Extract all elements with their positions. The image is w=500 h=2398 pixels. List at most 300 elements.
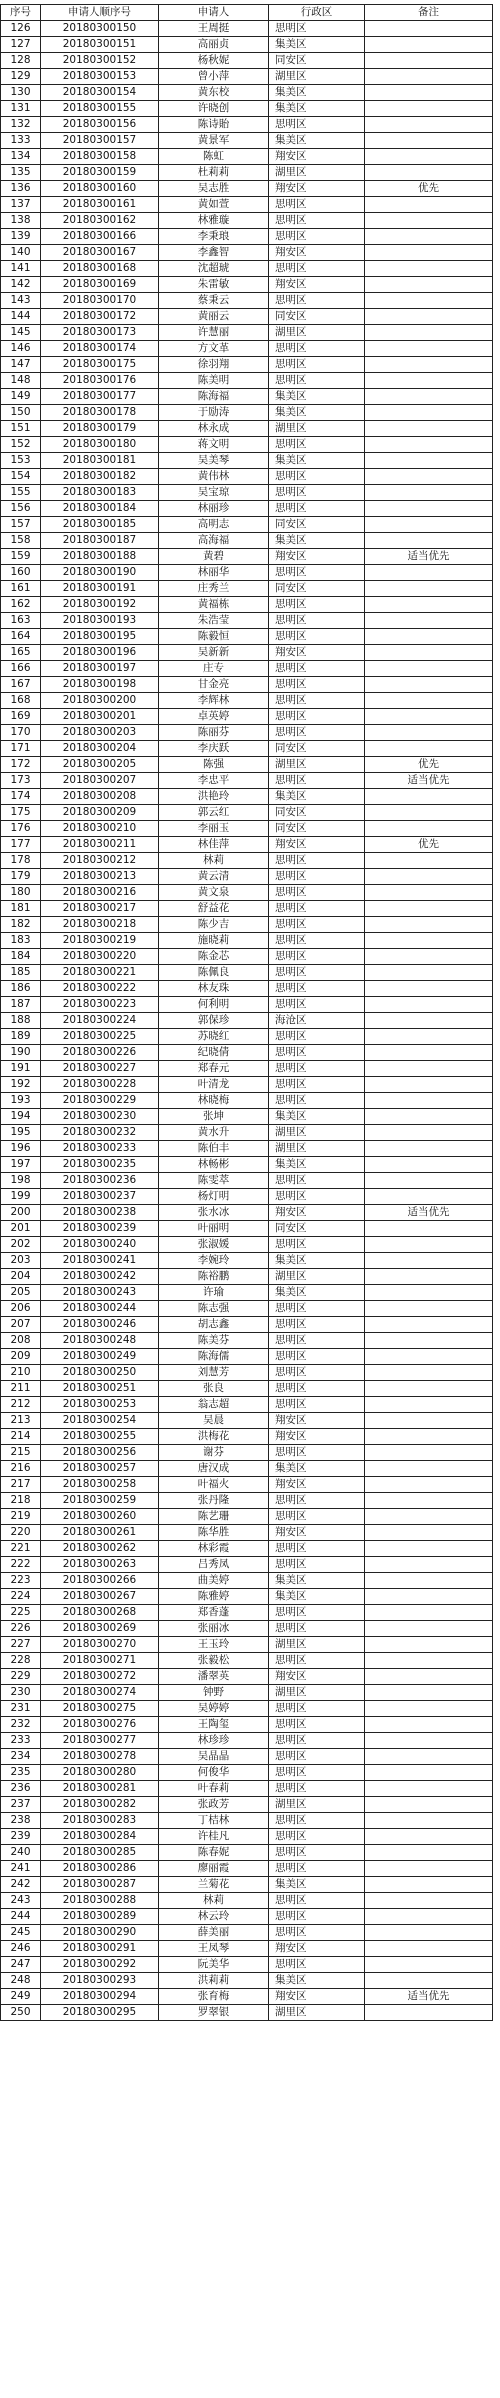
applicant-cell: 杜莉莉 — [159, 165, 269, 181]
seq-cell: 156 — [1, 501, 41, 517]
applicant-cell: 吴晨 — [159, 1413, 269, 1429]
applicant-cell: 刘慧芳 — [159, 1365, 269, 1381]
table-row — [1, 917, 493, 933]
applicant-cell: 郑香蓬 — [159, 1605, 269, 1621]
district-cell: 集美区 — [269, 133, 365, 149]
remark-cell — [365, 245, 493, 261]
district-cell: 思明区 — [269, 1349, 365, 1365]
seq-cell: 172 — [1, 757, 41, 773]
table-row — [1, 325, 493, 341]
remark-cell — [365, 101, 493, 117]
application-number-cell: 20180300274 — [41, 1685, 159, 1701]
district-cell: 思明区 — [269, 1733, 365, 1749]
seq-cell: 219 — [1, 1509, 41, 1525]
remark-cell — [365, 1477, 493, 1493]
remark-cell — [365, 2005, 493, 2021]
seq-cell: 201 — [1, 1221, 41, 1237]
applicant-cell: 林永成 — [159, 421, 269, 437]
remark-cell — [365, 1413, 493, 1429]
seq-cell: 140 — [1, 245, 41, 261]
table-row — [1, 517, 493, 533]
remark-cell — [365, 1781, 493, 1797]
application-number-cell: 20180300229 — [41, 1093, 159, 1109]
district-cell: 思明区 — [269, 1237, 365, 1253]
district-cell: 湖里区 — [269, 757, 365, 773]
seq-cell: 240 — [1, 1845, 41, 1861]
seq-cell: 210 — [1, 1365, 41, 1381]
table-row — [1, 1285, 493, 1301]
application-number-cell: 20180300239 — [41, 1221, 159, 1237]
remark-cell — [365, 1349, 493, 1365]
header-district: 行政区 — [269, 5, 365, 21]
district-cell: 集美区 — [269, 1589, 365, 1605]
applicant-cell: 陈毅恒 — [159, 629, 269, 645]
table-row — [1, 661, 493, 677]
seq-cell: 177 — [1, 837, 41, 853]
remark-cell — [365, 1813, 493, 1829]
district-cell: 同安区 — [269, 517, 365, 533]
remark-cell — [365, 1669, 493, 1685]
remark-cell — [365, 1141, 493, 1157]
seq-cell: 183 — [1, 933, 41, 949]
table-row — [1, 277, 493, 293]
applicant-cell: 吴美琴 — [159, 453, 269, 469]
district-cell: 思明区 — [269, 1845, 365, 1861]
seq-cell: 176 — [1, 821, 41, 837]
table-row — [1, 1109, 493, 1125]
applicant-cell: 沈超琥 — [159, 261, 269, 277]
district-cell: 思明区 — [269, 341, 365, 357]
district-cell: 思明区 — [269, 1493, 365, 1509]
table-row — [1, 53, 493, 69]
applicant-cell: 施晓莉 — [159, 933, 269, 949]
applicant-cell: 张水冰 — [159, 1205, 269, 1221]
application-number-cell: 20180300203 — [41, 725, 159, 741]
table-row — [1, 613, 493, 629]
application-number-cell: 20180300208 — [41, 789, 159, 805]
applicant-cell: 许慧丽 — [159, 325, 269, 341]
district-cell: 集美区 — [269, 1109, 365, 1125]
seq-cell: 165 — [1, 645, 41, 661]
application-number-cell: 20180300192 — [41, 597, 159, 613]
seq-cell: 245 — [1, 1925, 41, 1941]
table-row — [1, 1525, 493, 1541]
applicant-cell: 林畅彬 — [159, 1157, 269, 1173]
table-row — [1, 229, 493, 245]
applicant-cell: 黄云清 — [159, 869, 269, 885]
application-number-cell: 20180300286 — [41, 1861, 159, 1877]
table-row — [1, 1189, 493, 1205]
table-row — [1, 1989, 493, 2005]
seq-cell: 195 — [1, 1125, 41, 1141]
application-number-cell: 20180300158 — [41, 149, 159, 165]
applicant-cell: 陈佩良 — [159, 965, 269, 981]
district-cell: 思明区 — [269, 1829, 365, 1845]
seq-cell: 181 — [1, 901, 41, 917]
application-number-cell: 20180300184 — [41, 501, 159, 517]
table-row — [1, 805, 493, 821]
applicant-cell: 王凤琴 — [159, 1941, 269, 1957]
header-applicant: 申请人 — [159, 5, 269, 21]
table-row — [1, 1925, 493, 1941]
district-cell: 湖里区 — [269, 1685, 365, 1701]
application-number-cell: 20180300222 — [41, 981, 159, 997]
district-cell: 思明区 — [269, 565, 365, 581]
seq-cell: 215 — [1, 1445, 41, 1461]
remark-cell — [365, 1285, 493, 1301]
application-number-cell: 20180300267 — [41, 1589, 159, 1605]
remark-cell: 适当优先 — [365, 549, 493, 565]
application-number-cell: 20180300285 — [41, 1845, 159, 1861]
application-number-cell: 20180300241 — [41, 1253, 159, 1269]
applicant-cell: 林莉 — [159, 853, 269, 869]
table-row — [1, 1461, 493, 1477]
application-number-cell: 20180300294 — [41, 1989, 159, 2005]
applicant-cell: 许瑜 — [159, 1285, 269, 1301]
applicant-cell: 徐羽翔 — [159, 357, 269, 373]
table-row — [1, 1829, 493, 1845]
remark-cell — [365, 1333, 493, 1349]
table-row — [1, 1589, 493, 1605]
remark-cell — [365, 629, 493, 645]
table-row — [1, 1397, 493, 1413]
district-cell: 湖里区 — [269, 1125, 365, 1141]
applicant-cell: 吴晶晶 — [159, 1749, 269, 1765]
table-row — [1, 1173, 493, 1189]
table-row — [1, 1221, 493, 1237]
seq-cell: 206 — [1, 1301, 41, 1317]
table-row — [1, 1157, 493, 1173]
application-number-cell: 20180300225 — [41, 1029, 159, 1045]
remark-cell — [365, 53, 493, 69]
remark-cell — [365, 1765, 493, 1781]
district-cell: 集美区 — [269, 1877, 365, 1893]
seq-cell: 214 — [1, 1429, 41, 1445]
seq-cell: 213 — [1, 1413, 41, 1429]
seq-cell: 135 — [1, 165, 41, 181]
seq-cell: 211 — [1, 1381, 41, 1397]
applicant-cell: 洪莉莉 — [159, 1973, 269, 1989]
remark-cell — [365, 1861, 493, 1877]
remark-cell — [365, 1877, 493, 1893]
seq-cell: 230 — [1, 1685, 41, 1701]
district-cell: 翔安区 — [269, 245, 365, 261]
district-cell: 思明区 — [269, 1893, 365, 1909]
application-number-cell: 20180300175 — [41, 357, 159, 373]
remark-cell — [365, 1045, 493, 1061]
applicant-cell: 叶春莉 — [159, 1781, 269, 1797]
district-cell: 思明区 — [269, 357, 365, 373]
district-cell: 湖里区 — [269, 2005, 365, 2021]
applicant-cell: 张坤 — [159, 1109, 269, 1125]
remark-cell — [365, 1941, 493, 1957]
remark-cell — [365, 1509, 493, 1525]
table-row — [1, 757, 493, 773]
seq-cell: 234 — [1, 1749, 41, 1765]
application-number-cell: 20180300150 — [41, 21, 159, 37]
applicant-cell: 叶丽明 — [159, 1221, 269, 1237]
seq-cell: 143 — [1, 293, 41, 309]
seq-cell: 222 — [1, 1557, 41, 1573]
table-row — [1, 469, 493, 485]
application-number-cell: 20180300240 — [41, 1237, 159, 1253]
district-cell: 集美区 — [269, 789, 365, 805]
seq-cell: 138 — [1, 213, 41, 229]
seq-cell: 155 — [1, 485, 41, 501]
table-row — [1, 1685, 493, 1701]
district-cell: 思明区 — [269, 613, 365, 629]
applicant-cell: 陈金芯 — [159, 949, 269, 965]
district-cell: 思明区 — [269, 933, 365, 949]
application-number-cell: 20180300235 — [41, 1157, 159, 1173]
table-row — [1, 965, 493, 981]
seq-cell: 160 — [1, 565, 41, 581]
table-row — [1, 1509, 493, 1525]
remark-cell: 适当优先 — [365, 1205, 493, 1221]
seq-cell: 178 — [1, 853, 41, 869]
applicant-cell: 王陶玺 — [159, 1717, 269, 1733]
district-cell: 思明区 — [269, 901, 365, 917]
district-cell: 同安区 — [269, 581, 365, 597]
seq-cell: 223 — [1, 1573, 41, 1589]
remark-cell — [365, 1189, 493, 1205]
applicant-cell: 吴宝琼 — [159, 485, 269, 501]
remark-cell — [365, 1541, 493, 1557]
application-number-cell: 20180300254 — [41, 1413, 159, 1429]
district-cell: 思明区 — [269, 949, 365, 965]
application-number-cell: 20180300266 — [41, 1573, 159, 1589]
applicant-cell: 林佳萍 — [159, 837, 269, 853]
application-number-cell: 20180300166 — [41, 229, 159, 245]
district-cell: 思明区 — [269, 1397, 365, 1413]
table-row — [1, 1717, 493, 1733]
district-cell: 思明区 — [269, 981, 365, 997]
district-cell: 翔安区 — [269, 277, 365, 293]
application-number-cell: 20180300238 — [41, 1205, 159, 1221]
applicant-cell: 叶清龙 — [159, 1077, 269, 1093]
seq-cell: 244 — [1, 1909, 41, 1925]
district-cell: 集美区 — [269, 1973, 365, 1989]
application-number-cell: 20180300191 — [41, 581, 159, 597]
remark-cell — [365, 1605, 493, 1621]
seq-cell: 225 — [1, 1605, 41, 1621]
seq-cell: 199 — [1, 1189, 41, 1205]
table-row — [1, 997, 493, 1013]
district-cell: 思明区 — [269, 1173, 365, 1189]
remark-cell — [365, 69, 493, 85]
seq-cell: 247 — [1, 1957, 41, 1973]
table-row — [1, 677, 493, 693]
remark-cell — [365, 1061, 493, 1077]
district-cell: 集美区 — [269, 101, 365, 117]
seq-cell: 187 — [1, 997, 41, 1013]
application-number-cell: 20180300169 — [41, 277, 159, 293]
seq-cell: 239 — [1, 1829, 41, 1845]
remark-cell — [365, 1365, 493, 1381]
application-number-cell: 20180300293 — [41, 1973, 159, 1989]
remark-cell — [365, 485, 493, 501]
seq-cell: 237 — [1, 1797, 41, 1813]
seq-cell: 131 — [1, 101, 41, 117]
remark-cell — [365, 901, 493, 917]
table-row — [1, 1765, 493, 1781]
seq-cell: 167 — [1, 677, 41, 693]
application-number-cell: 20180300177 — [41, 389, 159, 405]
seq-cell: 173 — [1, 773, 41, 789]
remark-cell — [365, 229, 493, 245]
application-number-cell: 20180300205 — [41, 757, 159, 773]
application-number-cell: 20180300178 — [41, 405, 159, 421]
application-number-cell: 20180300281 — [41, 1781, 159, 1797]
table-row — [1, 949, 493, 965]
application-number-cell: 20180300152 — [41, 53, 159, 69]
applicant-cell: 丁桔林 — [159, 1813, 269, 1829]
remark-cell — [365, 1109, 493, 1125]
remark-cell — [365, 261, 493, 277]
remark-cell — [365, 533, 493, 549]
district-cell: 同安区 — [269, 53, 365, 69]
remark-cell — [365, 357, 493, 373]
application-number-cell: 20180300233 — [41, 1141, 159, 1157]
table-row — [1, 773, 493, 789]
table-row — [1, 1845, 493, 1861]
applicant-cell: 洪艳玲 — [159, 789, 269, 805]
seq-cell: 151 — [1, 421, 41, 437]
remark-cell — [365, 1893, 493, 1909]
table-row — [1, 1141, 493, 1157]
table-row — [1, 885, 493, 901]
remark-cell — [365, 325, 493, 341]
remark-cell — [365, 789, 493, 805]
remark-cell — [365, 1685, 493, 1701]
seq-cell: 233 — [1, 1733, 41, 1749]
district-cell: 湖里区 — [269, 165, 365, 181]
seq-cell: 191 — [1, 1061, 41, 1077]
applicant-cell: 朱浩莹 — [159, 613, 269, 629]
table-row — [1, 341, 493, 357]
remark-cell — [365, 149, 493, 165]
seq-cell: 220 — [1, 1525, 41, 1541]
district-cell: 翔安区 — [269, 1205, 365, 1221]
seq-cell: 144 — [1, 309, 41, 325]
application-number-cell: 20180300187 — [41, 533, 159, 549]
seq-cell: 207 — [1, 1317, 41, 1333]
table-row — [1, 213, 493, 229]
seq-cell: 243 — [1, 1893, 41, 1909]
applicant-cell: 苏晓红 — [159, 1029, 269, 1045]
applicant-cell: 翁志超 — [159, 1397, 269, 1413]
header-row — [1, 5, 493, 21]
table-row — [1, 1077, 493, 1093]
seq-cell: 185 — [1, 965, 41, 981]
table-row — [1, 901, 493, 917]
application-number-cell: 20180300258 — [41, 1477, 159, 1493]
district-cell: 思明区 — [269, 1045, 365, 1061]
remark-cell — [365, 1829, 493, 1845]
district-cell: 翔安区 — [269, 1413, 365, 1429]
application-number-cell: 20180300282 — [41, 1797, 159, 1813]
application-number-cell: 20180300291 — [41, 1941, 159, 1957]
remark-cell — [365, 341, 493, 357]
application-number-cell: 20180300290 — [41, 1925, 159, 1941]
applicant-cell: 陈海福 — [159, 389, 269, 405]
applicant-cell: 林丽华 — [159, 565, 269, 581]
remark-cell — [365, 1493, 493, 1509]
seq-cell: 134 — [1, 149, 41, 165]
application-number-cell: 20180300256 — [41, 1445, 159, 1461]
district-cell: 翔安区 — [269, 549, 365, 565]
applicant-cell: 王玉玲 — [159, 1637, 269, 1653]
district-cell: 同安区 — [269, 821, 365, 837]
district-cell: 思明区 — [269, 1653, 365, 1669]
seq-cell: 130 — [1, 85, 41, 101]
district-cell: 集美区 — [269, 389, 365, 405]
application-number-cell: 20180300246 — [41, 1317, 159, 1333]
table-row — [1, 1637, 493, 1653]
table-row — [1, 1605, 493, 1621]
remark-cell — [365, 1573, 493, 1589]
applicant-cell: 谢芬 — [159, 1445, 269, 1461]
district-cell: 思明区 — [269, 1605, 365, 1621]
seq-cell: 217 — [1, 1477, 41, 1493]
remark-cell — [365, 565, 493, 581]
remark-cell — [365, 1733, 493, 1749]
applicant-cell: 陈丽芬 — [159, 725, 269, 741]
district-cell: 思明区 — [269, 293, 365, 309]
table-row — [1, 405, 493, 421]
applicant-cell: 陈美芬 — [159, 1333, 269, 1349]
remark-cell — [365, 1381, 493, 1397]
remark-cell — [365, 597, 493, 613]
application-number-cell: 20180300190 — [41, 565, 159, 581]
applicant-cell: 陈美明 — [159, 373, 269, 389]
remark-cell — [365, 1749, 493, 1765]
applicant-cell: 曲美婷 — [159, 1573, 269, 1589]
remark-cell — [365, 37, 493, 53]
application-number-cell: 20180300180 — [41, 437, 159, 453]
seq-cell: 229 — [1, 1669, 41, 1685]
application-number-cell: 20180300277 — [41, 1733, 159, 1749]
district-cell: 思明区 — [269, 1077, 365, 1093]
table-row — [1, 421, 493, 437]
table-row — [1, 1957, 493, 1973]
remark-cell — [365, 277, 493, 293]
applicant-cell: 张良 — [159, 1381, 269, 1397]
applicant-cell: 黄景军 — [159, 133, 269, 149]
applicant-cell: 纪晓倩 — [159, 1045, 269, 1061]
remark-cell — [365, 133, 493, 149]
seq-cell: 198 — [1, 1173, 41, 1189]
district-cell: 思明区 — [269, 773, 365, 789]
applicant-cell: 吕秀凤 — [159, 1557, 269, 1573]
applicant-cell: 吴新新 — [159, 645, 269, 661]
district-cell: 思明区 — [269, 1557, 365, 1573]
table-row — [1, 1093, 493, 1109]
application-number-cell: 20180300248 — [41, 1333, 159, 1349]
remark-cell — [365, 1845, 493, 1861]
seq-cell: 242 — [1, 1877, 41, 1893]
application-number-cell: 20180300173 — [41, 325, 159, 341]
seq-cell: 168 — [1, 693, 41, 709]
district-cell: 翔安区 — [269, 645, 365, 661]
table-row — [1, 725, 493, 741]
applicant-cell: 林友珠 — [159, 981, 269, 997]
applicant-cell: 杨灯明 — [159, 1189, 269, 1205]
district-cell: 思明区 — [269, 1621, 365, 1637]
district-cell: 思明区 — [269, 1365, 365, 1381]
district-cell: 思明区 — [269, 373, 365, 389]
applicant-cell: 陈伯丰 — [159, 1141, 269, 1157]
